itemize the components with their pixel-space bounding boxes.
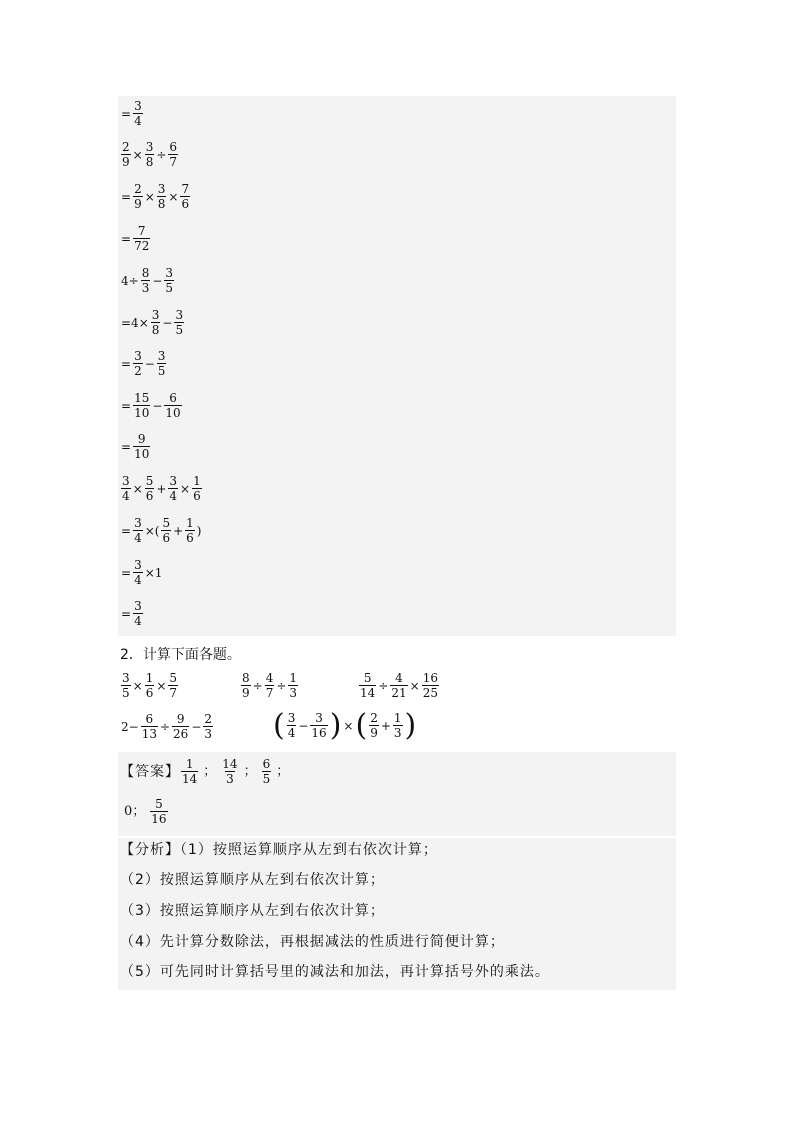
denominator: 4 [134,613,142,628]
parenthesis: ( [273,708,285,743]
numerator: 2 [134,182,142,196]
solution-step [120,267,175,294]
numerator: 16 [422,671,438,685]
fraction [168,141,178,168]
separator: ； [203,764,217,780]
numerator: 1 [393,711,402,726]
numerator: 5 [155,797,163,811]
problem-expression [240,672,299,699]
denominator: 72 [134,238,150,253]
answer-line-2 [120,798,169,825]
numerator: 8 [242,671,250,685]
numerator: 3 [134,349,142,363]
denominator: 8 [151,322,160,337]
operator: × [180,481,191,496]
solution-step [120,475,203,502]
solution-step [120,350,167,377]
fraction [121,672,131,699]
numerator: 2 [122,140,130,154]
numerator: 14 [222,757,238,771]
denominator: 2 [134,363,142,378]
numerator: 3 [169,474,178,488]
parenthesis: ( [355,708,368,743]
denominator: 16 [311,726,327,740]
numerator: 1 [193,474,201,488]
operator: = [121,565,132,580]
operator: 2− [121,719,139,734]
operator: − [162,315,173,330]
denominator: 6 [145,685,154,700]
numerator: 3 [315,711,323,726]
fraction [133,100,143,127]
fraction [241,672,251,699]
numerator: 4 [265,671,274,685]
fraction [157,350,167,377]
denominator: 16 [151,811,167,826]
operator: × [132,678,143,693]
denominator: 4 [134,572,142,587]
operator: × [156,678,167,693]
numerator: 3 [157,182,166,196]
operator: =4× [121,315,149,330]
denominator: 9 [370,726,378,740]
numerator: 15 [134,391,150,405]
separator: 0； [124,804,146,820]
denominator: 9 [122,154,130,169]
denominator: 10 [134,446,150,461]
numerator: 3 [145,140,154,154]
fraction [121,475,131,502]
operator: ÷ [276,678,287,693]
numerator: 3 [157,349,166,363]
operator: ×1 [144,565,163,580]
denominator: 5 [165,280,174,295]
separator: ； [276,764,290,780]
solution-step [120,600,144,627]
fraction [310,712,327,739]
fraction [145,672,155,699]
fraction [168,475,178,502]
operator: × [168,189,179,204]
answer-line-1 [120,758,293,785]
denominator: 3 [204,726,213,741]
denominator: 8 [145,154,154,169]
fraction [141,713,158,740]
numerator: 3 [175,308,184,322]
fraction [145,475,155,502]
analysis-line-5: （5）可先同时计算括号里的减法和加法，再计算括号外的乘法。 [120,964,550,980]
fraction [133,225,150,252]
denominator: 9 [134,196,142,211]
numerator: 1 [186,516,194,530]
numerator: 3 [134,599,142,613]
denominator: 4 [122,488,130,503]
operator: − [144,356,155,371]
problem-expression [272,708,417,743]
denominator: 25 [422,685,438,700]
denominator: 6 [186,530,194,545]
operator: = [121,606,132,621]
numerator: 1 [289,671,298,685]
denominator: 3 [393,726,402,740]
operator: ×( [144,523,160,538]
denominator: 9 [242,685,250,700]
fraction [181,758,198,785]
numerator: 7 [181,182,190,196]
numerator: 3 [122,474,130,488]
numerator: 3 [134,99,142,113]
denominator: 13 [141,726,157,741]
operator: = [121,231,132,246]
fraction [133,433,150,460]
fraction [133,183,143,210]
fraction [180,183,190,210]
answer-values-1 [180,758,293,785]
fraction [185,517,195,544]
solution-step [120,225,151,252]
denominator: 5 [122,685,130,700]
denominator: 5 [157,363,166,378]
operator: − [152,398,163,413]
separator: ； [243,764,257,780]
numerator: 5 [169,671,178,685]
fraction [221,758,238,785]
fraction [203,713,213,740]
fraction [145,141,155,168]
analysis-line-4: （4）先计算分数除法，再根据减法的性质进行简便计算； [120,934,505,950]
fraction [265,672,275,699]
operator: = [121,398,132,413]
fraction [151,309,161,336]
solution-step [120,559,163,586]
fraction [133,350,143,377]
fraction [121,141,131,168]
denominator: 7 [169,154,178,169]
fraction [422,672,439,699]
numerator: 1 [145,671,154,685]
operator: × [132,147,143,162]
fraction [161,517,171,544]
solution-panel [118,96,676,636]
operator: ÷ [252,678,263,693]
denominator: 3 [141,280,150,295]
numerator: 5 [145,474,154,488]
numerator: 3 [151,308,160,322]
operator: ÷ [156,147,167,162]
numerator: 1 [185,757,194,771]
denominator: 5 [262,771,271,786]
denominator: 4 [134,113,142,128]
denominator: 21 [391,685,407,700]
denominator: 6 [145,488,154,503]
fraction [164,267,174,294]
operator: × [409,678,420,693]
numerator: 9 [176,712,185,726]
numerator: 6 [262,757,271,771]
solution-step [120,433,151,460]
operator: = [121,106,132,121]
fraction [172,713,189,740]
fraction [133,392,150,419]
numerator: 6 [169,140,178,154]
solution-step [120,141,179,168]
operator: 4÷ [121,273,139,288]
analysis-line-2: （2）按照运算顺序从左到右依次计算； [120,872,385,888]
denominator: 6 [162,530,171,545]
problem-expression [358,672,440,699]
denominator: 10 [165,405,181,420]
fraction [390,672,407,699]
fraction [174,309,184,336]
solution-step [120,517,202,544]
operator: × [144,189,155,204]
numerator: 7 [137,224,146,238]
numerator: 6 [145,712,154,726]
operator: + [173,523,184,538]
operator: ÷ [378,678,389,693]
denominator: 5 [175,322,184,337]
numerator: 3 [134,558,142,572]
denominator: 7 [265,685,274,700]
numerator: 3 [287,711,296,726]
analysis-line-1: 【分析】（1）按照运算顺序从左到右依次计算； [120,842,438,858]
denominator: 14 [182,771,198,786]
fraction [150,798,167,825]
fraction [133,559,143,586]
numerator: 4 [395,671,403,685]
numerator: 3 [122,671,130,685]
answer-values-2 [120,798,169,825]
denominator: 4 [134,530,142,545]
denominator: 3 [226,771,234,786]
numerator: 3 [165,266,174,280]
operator: − [298,719,309,733]
parenthesis: ) [329,708,342,743]
denominator: 4 [287,726,296,740]
operator: × [132,481,143,496]
operator: − [191,719,202,734]
operator: ) [196,523,202,538]
operator: ÷ [159,719,171,734]
solution-step [120,183,191,210]
operator: − [152,273,163,288]
denominator: 4 [169,488,178,503]
denominator: 6 [181,196,190,211]
solution-step [120,392,183,419]
operator: = [121,439,132,454]
denominator: 8 [157,196,166,211]
numerator: 2 [204,712,213,726]
operator: = [121,523,132,538]
fraction [262,758,272,785]
answer-label: 【答案】 [120,763,180,780]
numerator: 5 [162,516,171,530]
analysis-line-3: （3）按照运算顺序从左到右依次计算； [120,903,385,919]
operator: + [380,719,391,733]
numerator: 5 [363,671,372,685]
fraction [393,712,403,739]
fraction [168,672,178,699]
operator: = [121,356,132,371]
denominator: 6 [193,488,201,503]
denominator: 7 [169,685,178,700]
problem-expression [120,672,179,699]
numerator: 2 [370,711,378,726]
fraction [369,712,379,739]
numerator: 6 [169,391,177,405]
denominator: 3 [289,685,298,700]
fraction [288,672,298,699]
fraction [287,712,297,739]
fraction [192,475,202,502]
denominator: 26 [173,726,189,741]
fraction [359,672,376,699]
denominator: 14 [360,685,376,700]
operator: × [343,719,354,733]
problem-expression [120,713,214,740]
denominator: 10 [134,405,150,420]
solution-step [120,100,144,127]
fraction [133,517,143,544]
operator: + [156,481,167,496]
numerator: 8 [141,266,150,280]
fraction [133,600,143,627]
parenthesis: ) [404,708,417,743]
fraction [164,392,181,419]
fraction [157,183,167,210]
operator: = [121,189,132,204]
question-title: 2．计算下面各题。 [120,647,241,663]
numerator: 3 [134,516,142,530]
numerator: 9 [137,432,146,446]
solution-step [120,309,185,336]
fraction [141,267,151,294]
